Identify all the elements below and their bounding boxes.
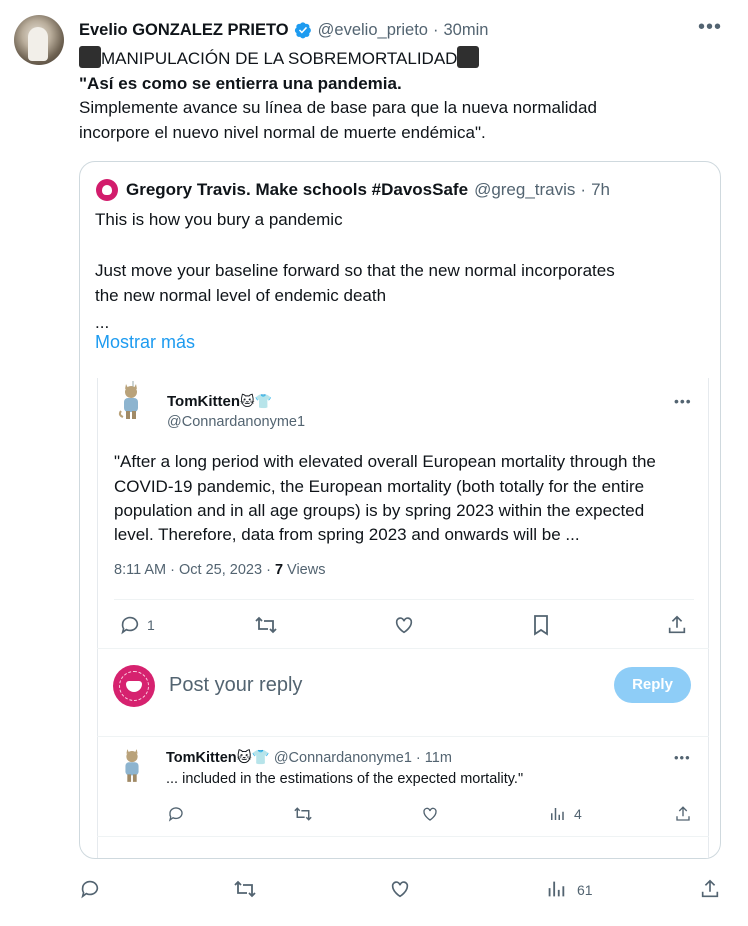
retweet-icon[interactable] — [233, 878, 257, 900]
name-emoji: 🐱👕 — [236, 750, 270, 766]
tweet-line-4: incorpore el nuevo nivel normal de muerte endémica". — [79, 123, 486, 142]
quote-header — [126, 178, 610, 202]
quote-line-2: Just move your baseline forward so that the new normal incorporates — [95, 261, 615, 280]
verified-badge-icon — [294, 21, 312, 39]
black-square-emoji-icon — [79, 46, 101, 68]
name-emoji: 🐱👕 — [240, 393, 273, 409]
tweet-line-1 — [79, 46, 479, 71]
screenshot-body-line-4: level. Therefore, data from spring 2023 and onwards will be ... — [114, 525, 580, 544]
divider — [114, 599, 694, 600]
quote-author-avatar[interactable] — [96, 179, 118, 201]
like-icon[interactable] — [389, 878, 411, 900]
quote-author-name[interactable]: Gregory Travis. Make schools #DavosSafe — [126, 180, 469, 199]
reply-button: Reply — [614, 667, 691, 703]
share-icon[interactable] — [699, 878, 721, 900]
bookmark-icon — [531, 614, 551, 636]
more-icon: ••• — [674, 750, 691, 765]
reply-icon — [119, 614, 141, 636]
author-name[interactable]: Evelio GONZALEZ PRIETO — [79, 20, 289, 39]
screenshot-meta — [114, 562, 325, 578]
author-handle[interactable]: @evelio_prieto — [317, 20, 428, 39]
screenshot-author-handle: @Connardanonyme1 — [167, 414, 306, 430]
quote-line-3: the new normal level of endemic death — [95, 286, 387, 305]
quote-line-4: ... — [95, 313, 110, 332]
screenshot-reply-count: 1 — [147, 617, 155, 633]
viewer-avatar — [113, 665, 155, 707]
tweet-line-2: "Así es como se entierra una pandemia. — [79, 74, 402, 93]
retweet-icon — [293, 805, 313, 823]
views-icon[interactable] — [545, 878, 567, 900]
screenshot-views-label: Views — [283, 562, 326, 578]
tweet-time[interactable]: 30min — [443, 20, 489, 39]
screenshot-author — [167, 393, 272, 411]
screenshot-author-name: TomKitten — [167, 393, 241, 410]
kitten-avatar — [115, 381, 147, 421]
screenshot-views-count: 7 — [274, 562, 284, 578]
quote-time[interactable]: 7h — [591, 180, 611, 199]
more-icon[interactable]: ••• — [698, 16, 723, 38]
share-icon — [666, 614, 688, 636]
kitten-avatar — [117, 746, 147, 784]
reply-tweet-body: ... included in the estimations of the expected mortality." — [166, 771, 524, 787]
tweet-line-1-text: MANIPULACIÓN DE LA SOBREMORTALIDAD — [101, 49, 458, 68]
like-icon — [421, 805, 439, 823]
like-icon — [393, 614, 415, 636]
reply-views-count: 4 — [574, 806, 582, 822]
screenshot-timestamp: 8:11 AM · Oct 25, 2023 · — [114, 562, 275, 578]
reply-input-placeholder: Post your reply — [169, 674, 303, 696]
screenshot-body-line-1: "After a long period with elevated overall European mortality through the — [114, 452, 656, 471]
tweet-line-3: Simplemente avance su línea de base para que la nueva normalidad — [79, 98, 597, 117]
screenshot-body-line-2: COVID-19 pandemic, the European mortality (both totally for the entire — [114, 477, 645, 496]
quote-author-handle[interactable]: @greg_travis — [474, 180, 576, 199]
divider — [97, 648, 709, 649]
tweet-header — [79, 18, 488, 42]
quote-line-1: This is how you bury a pandemic — [95, 210, 343, 229]
more-icon: ••• — [674, 393, 692, 409]
views-count: 61 — [577, 882, 593, 898]
divider — [97, 736, 709, 737]
views-icon — [548, 805, 566, 823]
author-avatar[interactable] — [14, 15, 64, 65]
reply-icon — [167, 805, 185, 823]
reply-author-name: TomKitten — [166, 750, 237, 766]
reply-icon[interactable] — [79, 878, 101, 900]
reply-handle-time: @Connardanonyme1 · 11m — [273, 750, 452, 766]
separator-dot: · — [580, 180, 587, 199]
divider — [97, 836, 709, 837]
separator-dot: · — [432, 20, 439, 39]
black-square-emoji-icon — [457, 46, 479, 68]
reply-tweet-header — [166, 749, 452, 766]
show-more-link[interactable]: Mostrar más — [95, 332, 196, 352]
share-icon — [674, 805, 692, 823]
screenshot-body-line-3: population and in all age groups) is by spring 2023 within the expected — [114, 501, 645, 520]
retweet-icon — [254, 614, 278, 636]
